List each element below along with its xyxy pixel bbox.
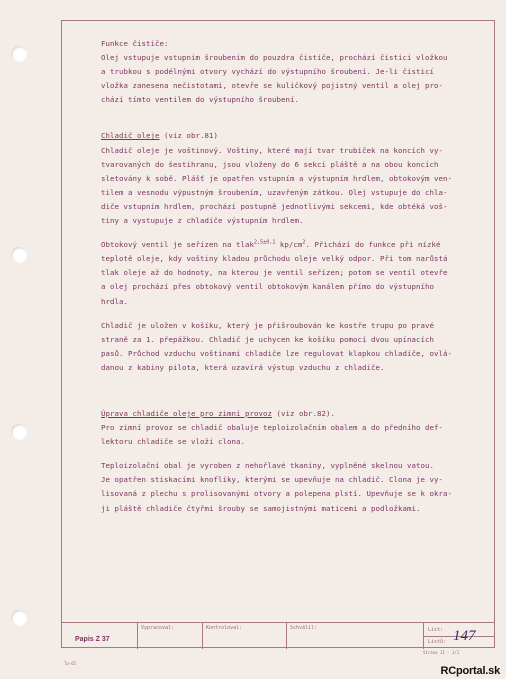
text-line: vložka zanesena nečistotami, otevře se kuličkový pojistný ventil a olej pro- <box>101 81 443 91</box>
text-line: Je opatřen stiskacími knoflíky, kterými se upevňuje na chladič. Clona je vy- <box>101 475 443 485</box>
document-code: Papis Z 37 <box>75 636 110 643</box>
text-line: straně za 1. přepážkou. Chladič je uchycen ke košíku pomocí dvou upínacích <box>101 334 434 344</box>
text-line: a olej prochází přes obtokový ventil obtokovým kanálem přímo do výstupního <box>101 282 434 292</box>
text-line: Chladič oleje je voštinový. Voštiny, které mají tvar trubiček na koncích vy- <box>101 145 443 155</box>
text-line: sletovány k sobě. Plášť je opatřen vstupním a výstupním hrdlem, obtokovým ven- <box>101 173 452 183</box>
text-line <box>101 238 486 252</box>
form-code: Ta-65 <box>64 661 77 666</box>
text-line: lektoru chladiče se vloží clona. <box>101 437 245 447</box>
text-line: teplotě oleje, kdy voštiny kladou průchodu oleje velký odpor. Při tom narůstá <box>101 254 448 264</box>
heading-ref: (viz obr.82). <box>271 408 335 418</box>
text-line: tlak oleje až do hodnoty, na kterou je ventil seřízen; potom se ventil otevře <box>101 268 448 278</box>
text-line: pasů. Průchod vzduchu voštinami chladiče lze regulovat klapkou chladiče, ovlá- <box>101 348 452 358</box>
text-line: Olej vstupuje vstupním šroubením do pouzdra čističe, prochází čisticí vložkou <box>101 53 448 63</box>
superscript: 2,5±0,1 <box>253 239 276 246</box>
punch-hole <box>11 424 27 440</box>
text-line: lisovaná z plechu s prolisovanými otvory a polepena plstí. Upevňuje se k okra- <box>101 489 452 499</box>
text-line: chází tímto ventilem do výstupního šroubení. <box>101 95 299 105</box>
text-fragment: kp/cm <box>275 240 303 250</box>
text-fragment: . Přichází do funkce při nízké <box>305 240 441 250</box>
watermark: RCportal.sk <box>440 665 500 677</box>
punch-hole <box>11 46 27 62</box>
text-line: diče vstupním hrdlem, prochází postupně jednotlivými sekcemi, kde obtéká voš- <box>101 201 448 211</box>
title-block <box>61 622 495 649</box>
text-line: ji pláště chladiče čtyřmi šrouby se samojistnými maticemi a podložkami. <box>101 503 421 513</box>
text-line: a trubkou s podélnými otvory vychází do výstupního šroubení. Je-li čisticí <box>101 67 434 77</box>
text-line: tvarovaných do šestihranu, jsou vloženy do 6 sekcí pláště a na obou koncích <box>101 159 439 169</box>
heading-ref: (viz obr.81) <box>159 131 218 141</box>
text-fragment: Obtokový ventil je seřízen na tlak <box>101 240 254 250</box>
section-heading <box>101 129 486 143</box>
small-note: Strana 11 - 1/1 <box>423 650 460 655</box>
section-heading <box>101 407 486 421</box>
heading-title: Úprava chladiče oleje pro zimní provoz <box>101 408 272 418</box>
text-line: tiny a vystupuje z chladiče výstupním hrdlem. <box>101 216 304 226</box>
text-line: hrdla. <box>101 296 128 306</box>
title-block-cell <box>286 623 423 649</box>
list-label: List: <box>428 627 444 633</box>
cell-label: Kontroloval: <box>206 625 243 631</box>
superscript: 2 <box>302 239 306 246</box>
title-block-cell <box>202 623 286 649</box>
punch-hole <box>11 610 27 626</box>
document-body <box>101 37 486 516</box>
listu-label: Listů: <box>428 639 447 645</box>
title-block-cell <box>137 623 202 649</box>
text-line: Teploizolační obal je vyroben z nehořlavé tkaniny, vyplněné skelnou vatou. <box>101 461 434 471</box>
text-line: tilem a vesnodu výpustným šroubením, uzavřeným zátkou. Olej vstupuje do chla- <box>101 187 448 197</box>
page-number: 147 <box>453 628 476 644</box>
cell-label: Vypracoval: <box>141 625 175 631</box>
text-line: Chladič je uložen v košíku, který je přišroubován ke kostře trupu po pravé <box>101 320 434 330</box>
text-line: danou z kabiny pilota, která uzavírá výstup vzduchu z chladiče. <box>101 362 385 372</box>
punch-hole <box>11 247 27 263</box>
cell-label: Schválil: <box>290 625 318 631</box>
heading-title: Chladič oleje <box>101 131 160 141</box>
section-heading: Funkce čističe: <box>101 39 169 48</box>
text-line: Pro zimní provoz se chladič obaluje teploizolačním obalem a do předního def- <box>101 423 443 433</box>
